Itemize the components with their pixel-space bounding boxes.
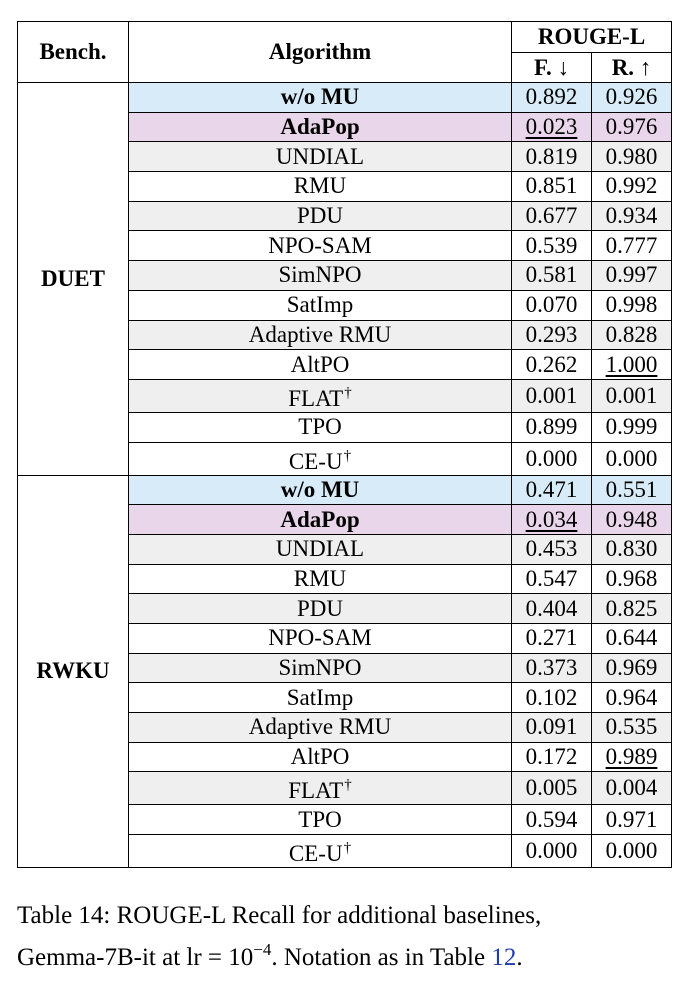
forget-score-cell (512, 594, 592, 624)
forget-score: 0.404 (525, 595, 578, 621)
forget-score: 0.000 (525, 445, 578, 471)
algorithm-cell (129, 564, 512, 594)
algorithm-name: AdaPop (280, 114, 360, 140)
algorithm-name: PDU (296, 203, 343, 229)
forget-score: 0.539 (525, 232, 578, 258)
algorithm-cell (129, 683, 512, 713)
retain-score: 0.926 (605, 84, 658, 110)
caption-end: . (516, 944, 523, 971)
retain-score: 0.948 (605, 506, 658, 532)
caption-exponent: −4 (253, 940, 272, 959)
dagger-mark: † (344, 384, 352, 401)
header-forget-column: F. ↓ (512, 53, 592, 83)
retain-score: 0.004 (605, 775, 658, 801)
forget-score: 0.005 (525, 775, 578, 801)
caption-model: Gemma-7B-it at lr = 10 (17, 944, 254, 971)
forget-score-cell (512, 835, 592, 868)
algorithm-name: UNDIAL (275, 143, 365, 169)
algorithm-cell (129, 320, 512, 350)
retain-score: 0.825 (605, 595, 658, 621)
algorithm-cell (129, 231, 512, 261)
retain-score-cell (592, 835, 672, 868)
retain-score-cell (592, 201, 672, 231)
forget-score-cell (512, 412, 592, 442)
algorithm-cell (129, 290, 512, 320)
table-caption (17, 899, 677, 975)
retain-score: 0.830 (605, 536, 658, 562)
forget-score: 0.899 (525, 414, 578, 440)
forget-score: 0.892 (525, 84, 578, 110)
forget-score-cell (512, 772, 592, 805)
forget-score: 0.172 (525, 744, 578, 770)
table-header (18, 22, 672, 83)
forget-score: 0.677 (525, 203, 578, 229)
header-algorithm: Algorithm (129, 22, 512, 83)
forget-score-cell (512, 805, 592, 835)
algorithm-name: FLAT (288, 778, 344, 804)
forget-score: 0.819 (525, 143, 578, 169)
forget-score-cell (512, 261, 592, 291)
forget-score-cell (512, 231, 592, 261)
forget-score: 0.293 (525, 321, 578, 347)
algorithm-name: SimNPO (278, 655, 362, 681)
algorithm-cell (129, 172, 512, 202)
algorithm-name: CE-U (288, 448, 343, 474)
retain-score: 0.976 (605, 114, 658, 140)
forget-score-cell (512, 201, 592, 231)
retain-score: 0.964 (605, 684, 658, 710)
algorithm-name: Adaptive RMU (248, 714, 392, 740)
retain-score-cell (592, 290, 672, 320)
retain-score-cell (592, 112, 672, 142)
retain-score: 0.535 (605, 714, 658, 740)
forget-score-cell (512, 350, 592, 380)
algorithm-cell (129, 475, 512, 505)
algorithm-cell (129, 742, 512, 772)
retain-score-cell (592, 505, 672, 535)
algorithm-cell (129, 713, 512, 743)
retain-score-cell (592, 379, 672, 412)
retain-score: 0.980 (605, 143, 658, 169)
retain-score: 1.000 (605, 351, 658, 377)
retain-score-cell (592, 742, 672, 772)
retain-score: 0.971 (605, 806, 658, 832)
algorithm-cell (129, 261, 512, 291)
forget-score-cell (512, 290, 592, 320)
retain-score-cell (592, 142, 672, 172)
forget-score: 0.471 (525, 476, 578, 502)
algorithm-name: CE-U (288, 841, 343, 867)
algorithm-cell (129, 442, 512, 475)
algorithm-cell (129, 805, 512, 835)
retain-score-cell (592, 320, 672, 350)
retain-score-cell (592, 683, 672, 713)
table-row (18, 475, 672, 505)
retain-score: 0.551 (605, 476, 658, 502)
forget-score: 0.262 (525, 351, 578, 377)
retain-score-cell (592, 624, 672, 654)
retain-score-cell (592, 172, 672, 202)
retain-score: 0.992 (605, 173, 658, 199)
forget-score-cell (512, 713, 592, 743)
retain-score-cell (592, 231, 672, 261)
forget-score-cell (512, 442, 592, 475)
forget-score: 0.851 (525, 173, 578, 199)
retain-score-cell (592, 350, 672, 380)
forget-score-cell (512, 142, 592, 172)
header-retain-column: R. ↑ (592, 53, 672, 83)
forget-score: 0.453 (525, 536, 578, 562)
retain-score: 0.934 (605, 203, 658, 229)
algorithm-cell (129, 201, 512, 231)
retain-score: 0.999 (605, 414, 658, 440)
retain-score: 0.968 (605, 565, 658, 591)
forget-score: 0.581 (525, 262, 578, 288)
forget-score-cell (512, 112, 592, 142)
algorithm-name: NPO-SAM (268, 625, 372, 651)
algorithm-name: SatImp (286, 292, 354, 318)
forget-score-cell (512, 564, 592, 594)
dagger-mark: † (344, 777, 352, 794)
retain-score: 0.777 (605, 232, 658, 258)
forget-score: 0.023 (525, 114, 578, 140)
algorithm-name: RMU (293, 565, 347, 591)
forget-score: 0.547 (525, 565, 578, 591)
algorithm-cell (129, 624, 512, 654)
algorithm-name: w/o MU (280, 84, 360, 110)
algorithm-cell (129, 505, 512, 535)
header-metric-group: ROUGE-L (512, 22, 672, 53)
bench-cell: DUET (18, 83, 129, 476)
retain-score-cell (592, 564, 672, 594)
retain-score-cell (592, 653, 672, 683)
forget-score-cell (512, 653, 592, 683)
algorithm-cell (129, 142, 512, 172)
retain-score-cell (592, 442, 672, 475)
forget-score: 0.271 (525, 625, 578, 651)
algorithm-cell (129, 835, 512, 868)
dagger-mark: † (343, 447, 352, 464)
algorithm-name: w/o MU (280, 476, 360, 502)
algorithm-name: PDU (296, 595, 343, 621)
retain-score: 0.997 (605, 262, 658, 288)
algorithm-name: SatImp (286, 684, 354, 710)
retain-score-cell (592, 534, 672, 564)
algorithm-name: UNDIAL (275, 536, 365, 562)
bench-cell: RWKU (18, 475, 129, 868)
results-table (17, 21, 672, 868)
forget-score-cell (512, 505, 592, 535)
forget-score-cell (512, 475, 592, 505)
caption-line-1: Table 14: ROUGE-L Recall for additional baselines, (17, 902, 542, 929)
algorithm-cell (129, 350, 512, 380)
algorithm-name: FLAT (288, 385, 344, 411)
algorithm-cell (129, 594, 512, 624)
retain-score-cell (592, 412, 672, 442)
retain-score: 0.989 (605, 744, 658, 770)
forget-score-cell (512, 379, 592, 412)
algorithm-name: AltPO (290, 744, 350, 770)
forget-score-cell (512, 320, 592, 350)
algorithm-name: NPO-SAM (268, 232, 372, 258)
algorithm-name: TPO (298, 806, 342, 832)
forget-score: 0.034 (525, 506, 578, 532)
retain-score: 0.998 (605, 292, 658, 318)
retain-score-cell (592, 594, 672, 624)
table-body (18, 83, 672, 868)
forget-score-cell (512, 83, 592, 113)
retain-score-cell (592, 83, 672, 113)
algorithm-cell (129, 112, 512, 142)
retain-score: 0.000 (605, 838, 658, 864)
header-bench: Bench. (18, 22, 129, 83)
forget-score: 0.001 (525, 382, 578, 408)
algorithm-name: AdaPop (280, 506, 360, 532)
algorithm-cell (129, 534, 512, 564)
algorithm-cell (129, 412, 512, 442)
algorithm-name: RMU (293, 173, 347, 199)
retain-score: 0.969 (605, 655, 658, 681)
forget-score-cell (512, 624, 592, 654)
retain-score: 0.644 (605, 625, 658, 651)
caption-table-link[interactable]: 12 (491, 944, 517, 971)
forget-score-cell (512, 683, 592, 713)
forget-score-cell (512, 534, 592, 564)
forget-score: 0.102 (525, 684, 578, 710)
retain-score-cell (592, 713, 672, 743)
forget-score: 0.091 (525, 714, 578, 740)
algorithm-cell (129, 379, 512, 412)
forget-score: 0.070 (525, 292, 578, 318)
table-row (18, 83, 672, 113)
retain-score: 0.828 (605, 321, 658, 347)
forget-score: 0.000 (525, 838, 578, 864)
algorithm-cell (129, 772, 512, 805)
algorithm-name: TPO (298, 414, 342, 440)
algorithm-name: AltPO (290, 351, 350, 377)
retain-score-cell (592, 475, 672, 505)
algorithm-cell (129, 653, 512, 683)
algorithm-name: Adaptive RMU (248, 321, 392, 347)
forget-score: 0.373 (525, 655, 578, 681)
algorithm-cell (129, 83, 512, 113)
retain-score-cell (592, 805, 672, 835)
caption-notation: . Notation as in Table (271, 944, 492, 971)
forget-score-cell (512, 742, 592, 772)
retain-score-cell (592, 261, 672, 291)
forget-score: 0.594 (525, 806, 578, 832)
forget-score-cell (512, 172, 592, 202)
retain-score: 0.001 (605, 382, 658, 408)
retain-score-cell (592, 772, 672, 805)
retain-score: 0.000 (605, 445, 658, 471)
algorithm-name: SimNPO (278, 262, 362, 288)
dagger-mark: † (343, 840, 352, 857)
